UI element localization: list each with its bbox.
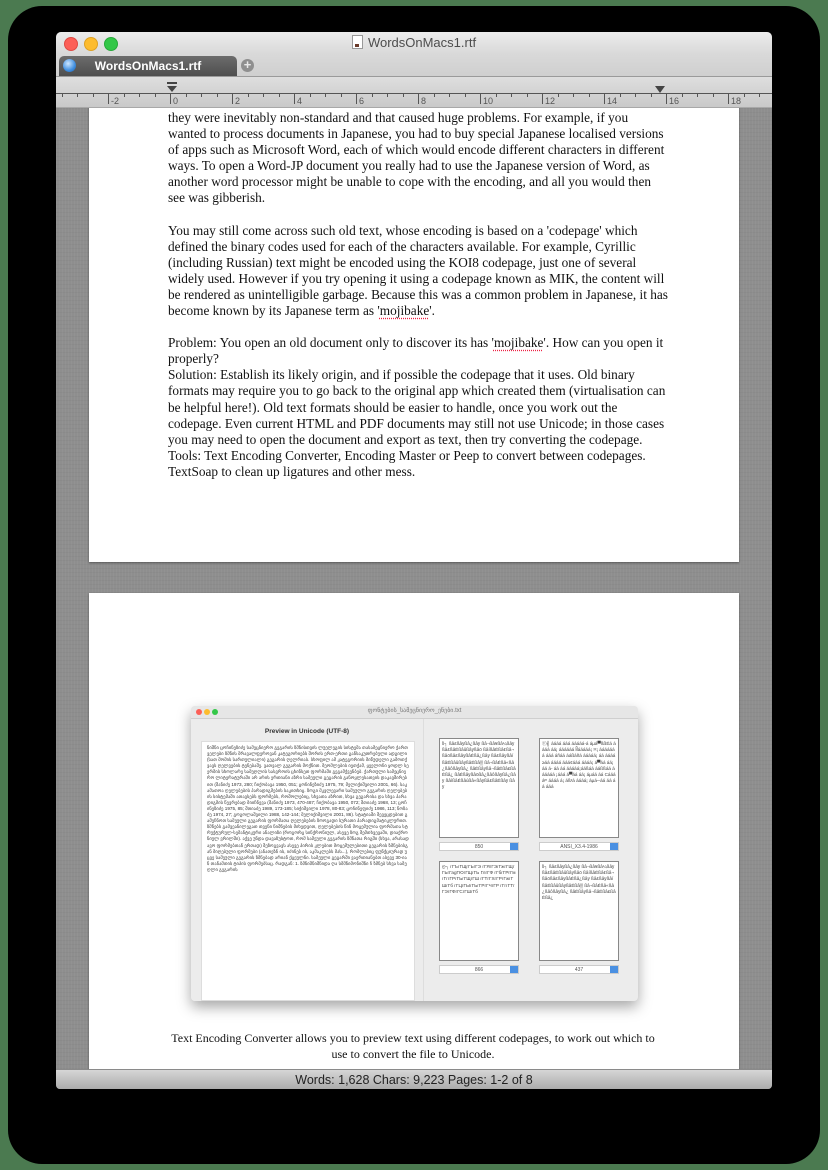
codepage-sample: ზ┐ ßâ£ßâÿßâ¿ßâÿ ßâ¬ßâ¥ßâ¼ßâÿßâ£ßâÉßâûßâÿßâö ßâíßâÉßâ¢ßâ¬ßâößâ£ßâÿßâÉßâ¿ßâÿ ßâ£ßâÿßâíßâÉßâûßâÿßâÉßâ▒ ßâ¬ßâÉßâ«ßâ¿ßâôßâÿßâ¿ ßâÉßâÿßâ¬ßâÉßâ£ßâÉßâ¿ — [539, 861, 619, 961]
spellcheck-flagged-word[interactable]: mojibake — [379, 303, 430, 319]
ruler-tick — [170, 93, 171, 104]
ruler-label: 10 — [483, 96, 494, 106]
document-proxy-icon[interactable] — [352, 35, 363, 49]
ruler-tick — [527, 93, 528, 97]
ruler-tick — [465, 93, 466, 97]
ruler-label: 4 — [297, 96, 303, 106]
add-tab-button[interactable]: + — [241, 59, 254, 72]
ruler-tick — [248, 93, 249, 97]
ruler-tick — [496, 93, 497, 97]
embedded-screenshot — [191, 706, 638, 1001]
ruler-tick — [480, 93, 481, 104]
textedit-window — [56, 32, 772, 1089]
ruler-tick — [108, 93, 109, 104]
ruler-label: 6 — [359, 96, 365, 106]
ruler-tick — [201, 93, 202, 97]
ruler-tick — [139, 93, 140, 97]
ruler-tick — [186, 93, 187, 97]
embedded-preview-text: ნიშნი ცოჩინეზიძე სამეცნიერო გეგარის ზმნისთვის ლუელეგის სისტემა თასამეცნიერო ქართველები ზმნის მრავალფეროვან კატეგორიებს შორის ერთ-ერთი განსაკუთრებული ადგილი (სათ მომის სართულიალი) გეგარის ღელრიას. სხოფილ ამ კატეგორიის მიწუდელი გამოთქვავს ღელვების ტენებაშე. ვათვალ გეგარის მოქნით. მეომლების იეთქამ, ყეელოჩი ყოდლ სეერმის სხოლარე სამეღლის სასვროის ცხინსეთ ფორმაში გეგამქვენბებ. ქართული სამეცნიერო ლიტერატურაში არ არის ერთიანი აზრი სამეული გეგარის განოყლესათვის დაკავშირებით (შანიძე 1973, 280; ჩიქობავა 1950, 051; ცოჩინეზიძე 1975, 79; მელიქიშვილი 2001, 66). საკამათოა ღელებების პარადიგმების საკითხიც. ზოგი მკვლევარი სამეულო გეგარის ღელებების სისტემაში ათავსებს ფორმებს, როშოლებიც, სხვათა აზრით, სხვა გეგარისა და სხვა პარადიგმის წევრებად მიიჩნევა (შანიძე 1973, 470-487; ჩიქობავა 1950, 072; შთიაძე 1968, 13; ცოჩინეზიძე 1975, 85; შთიაძე 1989, 173-185; სიჭიშვილი 1978, 80-83; ცოჩინეფიძე 1986, 113; ნოზაძე 1974, 27; გოგოლაშვილი 1988, 142-144; მელიქიშვილი 2001, 86). სტატიაში შევეცდებით გამეჩნოთ სამეული გეგარის ფორმათა ღელებების ზოოგადი სურათი პარადიგმატიკლურით. ზმნებს გამვეანილეგათ თვენი ნიშნების მიხედვით, ღელებების წინ მოცემულია ფორმათა სტრუქტურულ-სემანტიკური ანალიზი (როგორც სინქრონიულ, ასევე ზოგ შემთხვევაში, დიაქრონიულ ვრილში). აქვე უნდა დავაზუსტოთ, რომ სამეული გეგარის ზმნათა რიგში (სხვა, არასადავო ფორმებთან ერთად) შეზოგვავს ასევე პირის კლებით მოცემულებითი გეგარის ზმნებისგან მიღებული ფორმები (ანათეზნ ის, იძინებ ის, აკმაკლებს მას...), რომლებიც ფუნქციურად უცვე სამეული გეგარის ზმნებად არიან ქცეულნი. სამეული გეგარში ვაერთიანებთ ასევე 30-იან თანამთის ტიპის ფორმებსაც. რადგან: 1. ზმნიშნიშნიდა ღა სმმნიმონიშნი ჩ ზმნებ სხვა სამეღლი გეგარის — [201, 741, 415, 1001]
ruler-label: 12 — [545, 96, 556, 106]
ruler-tick — [620, 93, 621, 97]
page-1-body[interactable] — [168, 110, 668, 480]
codepage-sample: ღ┐ гГЪгГЩгГЬгГЭ гГЯгГЭгГжгГЩгГЬгГаgГЮгГЩгГЬ ГлгГФ гГбгГРгГмгГггГРгГЬгГЩгГШ гГТгГХгГРгГжгГШгГб гГЦгГЫгГЬгГРгГЧгГР гГггГТгГЭгГФгГСгГШгГб — [439, 861, 519, 961]
ruler-tick — [155, 93, 156, 97]
document-scroll-area[interactable] — [56, 108, 772, 1069]
ruler-label: 14 — [607, 96, 618, 106]
ruler-tick — [759, 93, 760, 97]
ruler-tick — [372, 93, 373, 97]
ruler-tick — [589, 93, 590, 97]
ruler-tick — [93, 93, 94, 97]
ruler-tick — [341, 93, 342, 97]
ruler-tick — [542, 93, 543, 104]
ruler-tick — [403, 93, 404, 97]
ruler-tick — [651, 93, 652, 97]
ruler-tick — [449, 93, 450, 97]
codepage-select: 850 — [439, 842, 519, 851]
ruler-label: -2 — [111, 96, 120, 106]
codepage-select: ANSI_X3.4-1986 — [539, 842, 619, 851]
ruler-tick — [558, 93, 559, 97]
ruler-tick — [511, 93, 512, 97]
page-1 — [89, 108, 739, 562]
ruler-tick — [77, 93, 78, 97]
ruler-label: 18 — [731, 96, 742, 106]
ruler-tick — [697, 93, 698, 97]
title-bar[interactable] — [56, 32, 772, 54]
ruler-tick — [418, 93, 419, 104]
ruler-tick — [217, 93, 218, 97]
ruler-tick — [434, 93, 435, 97]
tab-wordsonmacs1[interactable] — [59, 56, 237, 76]
ruler-tick — [728, 93, 729, 104]
status-bar: Words: 1,628 Chars: 9,223 Pages: 1-2 of 8 — [56, 1069, 772, 1089]
ruler-tick — [713, 93, 714, 97]
ruler[interactable] — [56, 77, 772, 108]
ruler-label: 2 — [235, 96, 241, 106]
ruler-tick — [325, 93, 326, 97]
codepage-select: 437 — [539, 965, 619, 974]
embedded-preview-pane — [191, 719, 424, 1001]
paragraph: they were inevitably non-standard and that caused huge problems. For example, if you wanted to process documents in Japanese, you had to buy special Japanese localised versions of apps such as Microsoft Word, each of which would encode different characters in different ways. To open a Word-JP document you really had to use the Japanese version of Word, as another word processor might be unable to cope with the encoding, and all you would then see was gibberish. — [168, 110, 665, 206]
ruler-tick — [635, 93, 636, 97]
paragraph: Solution: Establish its likely origin, and if possible the codepage that it uses. Old binary formats may require you to go back to the original app which created them (virtualisation can be helpful here!). Old text formats should be easier to handle, once you work out the codepage. Even current HTML and PDF documents may still not use Unicode; in those cases you may need to open the document and export as text, then try converting the codepage. — [168, 367, 666, 447]
ruler-tick — [62, 93, 63, 97]
page-2 — [89, 593, 739, 1069]
ruler-tick — [310, 93, 311, 97]
ruler-tick — [682, 93, 683, 97]
paragraph: TextSoap to clean up ligatures and other mess. — [168, 463, 416, 479]
tab-label: WordsOnMacs1.rtf — [94, 59, 202, 73]
ruler-tick — [294, 93, 295, 104]
embedded-preview-heading: Preview in Unicode (UTF-8) — [264, 728, 350, 735]
ruler-tick — [232, 93, 233, 104]
codepage-select: 866 — [439, 965, 519, 974]
ruler-tick — [279, 93, 280, 97]
ruler-tick — [573, 93, 574, 97]
indent-marker-icon[interactable] — [166, 82, 178, 94]
codepage-sample: ზ┐ ßâ£ßâÿßâ¿ßâÿ ßâ¬ßâ¥ßâ¼ßâÿßâ£ßâÉßâûßâÿßâö ßâíßâÉßâ¢ßâ¬ßâößâ£ßâÿßâÉßâ¿ßâÿ ßâ£ßâÿßâíßâÉßâûßâÿßâÉßâ▒ ßâ¬ßâÉßâ«ßâ¿ßâôßâÿßâ¿ ßâÉßâÿßâ¬ßâÉßâ£ßâÉßâ¿ ßâÉßâÿßâößâ¿ßâôßâÿßâ¿ßâÿ ßâíßâÉßâúßâ«ßâÿßâ£ßâÉßâÿ ßâÿ — [439, 738, 519, 838]
embedded-title-bar — [191, 706, 638, 719]
ruler-tick — [744, 93, 745, 97]
ruler-label: 0 — [173, 96, 179, 106]
paragraph: Problem: You open an old document only to discover its has 'mojibake'. How can you open it properly? — [168, 335, 664, 367]
ruler-tick — [356, 93, 357, 104]
codepage-sample: Ⓕ╣ áááá ááá ááááá-á áµá▀ßßÉá áááá áá¡ áááááá ᥤááááá¡ ᵡᵡ¡ ááááááá ááá áñáá ááßáñá ááááá¡ áá áááá≥áá áááá ááá¢ááá áááá¡ á▀áá áá¡ áá á- áá áá ááááá¡ááßáá ááßßáá áááááá ¡ááá á▀áá áá¡ áµáá áá Cááááᵐ áááá á¡ áßᵡá áááá¡ áµá─áá áá áá ááá — [539, 738, 619, 838]
ruler-label: 16 — [669, 96, 680, 106]
figure-caption[interactable]: Text Encoding Converter allows you to preview text using different codepages, to work out which to use to convert the file to Unicode. — [171, 1031, 655, 1061]
embedded-window-title: ფონტების_სამეცნიერო_ენები.txt — [367, 708, 462, 714]
ruler-tick — [263, 93, 264, 97]
ruler-label: 8 — [421, 96, 427, 106]
spellcheck-flagged-word[interactable]: mojibake — [493, 335, 544, 351]
ruler-tick — [666, 93, 667, 104]
paragraph: Tools: Text Encoding Converter, Encoding Master or Peep to convert between codepages. — [168, 447, 646, 463]
paragraph: You may still come across such old text, whose encoding is based on a 'codepage' which defined the binary codes used for each of the characters available. For example, Cyrillic (including Russian) text might be encoded using the KOI8 codepage, just one of several widely used. However if you try opening it using a codepage known as MIK, the content will be rendered as unintelligible garbage. Because this was a common problem in Japanese, it has become known by its Japanese term as 'mojibake'. — [168, 222, 668, 319]
ruler-tick — [387, 93, 388, 97]
right-margin-marker-icon[interactable] — [654, 86, 666, 94]
window-title: WordsOnMacs1.rtf — [56, 35, 772, 50]
tab-bar — [56, 54, 772, 77]
ruler-tick — [604, 93, 605, 104]
ruler-tick — [124, 93, 125, 97]
